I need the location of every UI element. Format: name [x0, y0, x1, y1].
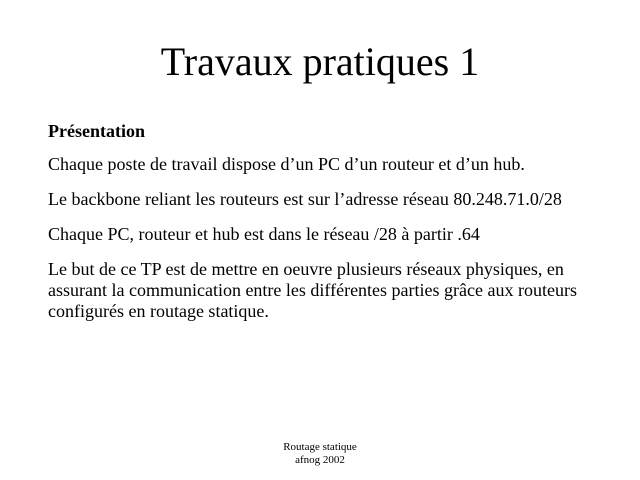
paragraph-network: Chaque PC, routeur et hub est dans le réseau /28 à partir .64 — [48, 224, 480, 244]
slide-footer — [0, 441, 640, 467]
slide-content — [48, 120, 588, 336]
paragraph-objective: Le but de ce TP est de mettre en oeuvre plusieurs réseaux physiques, en assurant la communication entre les différentes parties grâce aux routeurs configurés en routage statique. — [48, 259, 577, 321]
slide-title: Travaux pratiques 1 — [160, 39, 480, 84]
section-heading: Présentation — [48, 121, 145, 141]
footer-line-2: afnog 2002 — [295, 454, 345, 466]
footer-line-1: Routage statique — [283, 441, 357, 453]
paragraph-backbone: Le backbone reliant les routeurs est sur l’adresse réseau 80.248.71.0/28 — [48, 189, 562, 209]
paragraph-workstation: Chaque poste de travail dispose d’un PC d’un routeur et d’un hub. — [48, 154, 525, 174]
